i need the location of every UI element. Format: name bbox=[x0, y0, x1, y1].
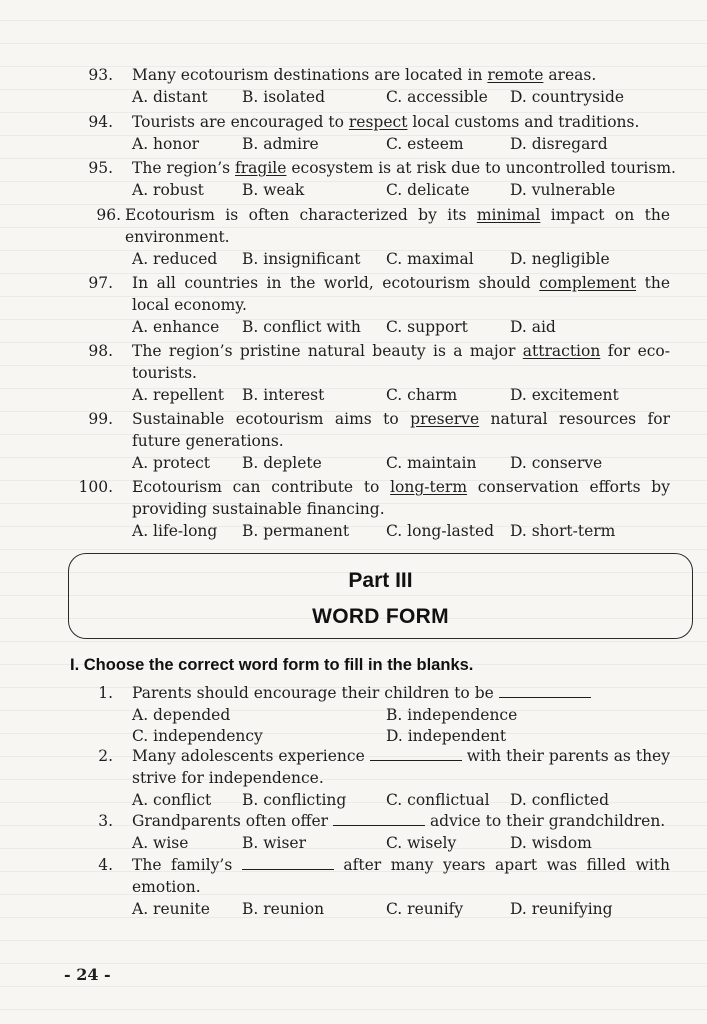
option-b[interactable]: B. isolated bbox=[242, 88, 326, 106]
option-d[interactable]: D. aid bbox=[510, 318, 556, 336]
options-row bbox=[132, 898, 692, 920]
option-d[interactable]: D. conflicted bbox=[510, 791, 610, 809]
question-stem: Ecotourism is often characterized by its minimal impact on the environment. bbox=[125, 206, 670, 246]
options-row bbox=[132, 704, 692, 726]
option-a[interactable]: A. life-long bbox=[132, 522, 218, 540]
option-c[interactable]: C. esteem bbox=[386, 135, 464, 153]
options-row bbox=[132, 725, 692, 747]
option-b[interactable]: B. admire bbox=[242, 135, 319, 153]
part-title: Part III bbox=[348, 569, 413, 592]
question-number: 97. bbox=[88, 274, 113, 292]
option-b[interactable]: B. conflicting bbox=[242, 791, 347, 809]
option-a[interactable]: A. wise bbox=[132, 834, 189, 852]
option-c[interactable]: C. reunify bbox=[386, 900, 464, 918]
section-heading: I. Choose the correct word form to fill in the blanks. bbox=[70, 656, 474, 674]
question-stem: Tourists are encouraged to respect local customs and traditions. bbox=[132, 113, 640, 131]
options-row bbox=[132, 316, 692, 338]
option-a[interactable]: A. enhance bbox=[132, 318, 220, 336]
options-row bbox=[132, 520, 692, 542]
question-number: 93. bbox=[88, 66, 113, 84]
question-stem: Ecotourism can contribute to long-term conservation efforts by providing sustainable financing. bbox=[132, 478, 670, 518]
option-b[interactable]: B. weak bbox=[242, 181, 305, 199]
question-stem: Sustainable ecotourism aims to preserve natural resources for future generations. bbox=[132, 410, 671, 450]
question-number: 100. bbox=[78, 478, 113, 496]
option-c[interactable]: C. support bbox=[386, 318, 468, 336]
option-b[interactable]: B. permanent bbox=[242, 522, 350, 540]
option-c[interactable]: C. independency bbox=[132, 727, 263, 745]
question-number: 94. bbox=[88, 113, 113, 131]
option-a[interactable]: A. protect bbox=[132, 454, 211, 472]
question-number: 1. bbox=[98, 684, 113, 702]
option-d[interactable]: D. independent bbox=[386, 727, 507, 745]
answer-blank[interactable] bbox=[499, 683, 591, 698]
option-a[interactable]: A. depended bbox=[132, 706, 231, 724]
option-d[interactable]: D. disregard bbox=[510, 135, 608, 153]
question-stem: The region’s pristine natural beauty is a major attraction for eco-tourists. bbox=[132, 342, 670, 382]
option-b[interactable]: B. reunion bbox=[242, 900, 325, 918]
option-c[interactable]: C. long-lasted bbox=[386, 522, 495, 540]
option-b[interactable]: B. conflict with bbox=[242, 318, 361, 336]
part-subtitle: WORD FORM bbox=[312, 605, 449, 628]
question-number: 99. bbox=[88, 410, 113, 428]
question-stem: Many ecotourism destinations are located in remote areas. bbox=[132, 66, 597, 84]
option-b[interactable]: B. interest bbox=[242, 386, 325, 404]
option-a[interactable]: A. distant bbox=[132, 88, 208, 106]
options-row bbox=[132, 179, 692, 201]
question-stem: The region’s fragile ecosystem is at risk due to uncontrolled tourism. bbox=[132, 159, 676, 177]
options-row bbox=[132, 789, 692, 811]
option-d[interactable]: D. negligible bbox=[510, 250, 610, 268]
option-a[interactable]: A. conflict bbox=[132, 791, 212, 809]
option-c[interactable]: C. charm bbox=[386, 386, 458, 404]
options-row bbox=[132, 452, 692, 474]
question-number: 95. bbox=[88, 159, 113, 177]
options-row bbox=[132, 384, 692, 406]
option-b[interactable]: B. wiser bbox=[242, 834, 307, 852]
option-a[interactable]: A. honor bbox=[132, 135, 200, 153]
answer-blank[interactable] bbox=[333, 811, 425, 826]
page-number: - 24 - bbox=[64, 965, 111, 984]
option-c[interactable]: C. conflictual bbox=[386, 791, 490, 809]
options-row bbox=[132, 832, 692, 854]
question-stem: Parents should encourage their children to be bbox=[132, 682, 670, 704]
answer-blank[interactable] bbox=[370, 746, 462, 761]
option-d[interactable]: D. conserve bbox=[510, 454, 603, 472]
option-d[interactable]: D. countryside bbox=[510, 88, 625, 106]
question-stem: The family’s after many years apart was filled with emotion. bbox=[132, 856, 671, 896]
question-number: 96. bbox=[96, 206, 121, 224]
option-c[interactable]: C. maintain bbox=[386, 454, 477, 472]
question-stem: In all countries in the world, ecotourism should complement the local economy. bbox=[132, 274, 670, 314]
option-b[interactable]: B. deplete bbox=[242, 454, 322, 472]
option-d[interactable]: D. excitement bbox=[510, 386, 619, 404]
options-row bbox=[132, 248, 692, 270]
question-number: 98. bbox=[88, 342, 113, 360]
option-a[interactable]: A. repellent bbox=[132, 386, 225, 404]
question-stem: Many adolescents experience with their parents as they strive for independence. bbox=[132, 747, 670, 787]
option-d[interactable]: D. short-term bbox=[510, 522, 616, 540]
option-a[interactable]: A. reduced bbox=[132, 250, 218, 268]
question-number: 3. bbox=[98, 812, 113, 830]
option-b[interactable]: B. insignificant bbox=[242, 250, 361, 268]
option-c[interactable]: C. wisely bbox=[386, 834, 457, 852]
options-row bbox=[132, 86, 692, 108]
option-d[interactable]: D. reunifying bbox=[510, 900, 613, 918]
option-b[interactable]: B. independence bbox=[386, 706, 518, 724]
option-d[interactable]: D. vulnerable bbox=[510, 181, 616, 199]
option-c[interactable]: C. maximal bbox=[386, 250, 474, 268]
option-c[interactable]: C. delicate bbox=[386, 181, 470, 199]
answer-blank[interactable] bbox=[242, 855, 334, 870]
options-row bbox=[132, 133, 692, 155]
question-number: 4. bbox=[98, 856, 113, 874]
option-d[interactable]: D. wisdom bbox=[510, 834, 592, 852]
option-c[interactable]: C. accessible bbox=[386, 88, 488, 106]
question-number: 2. bbox=[98, 747, 113, 765]
question-stem: Grandparents often offer advice to their grandchildren. bbox=[132, 812, 666, 830]
part-heading-box bbox=[68, 553, 693, 639]
option-a[interactable]: A. reunite bbox=[132, 900, 210, 918]
option-a[interactable]: A. robust bbox=[132, 181, 204, 199]
